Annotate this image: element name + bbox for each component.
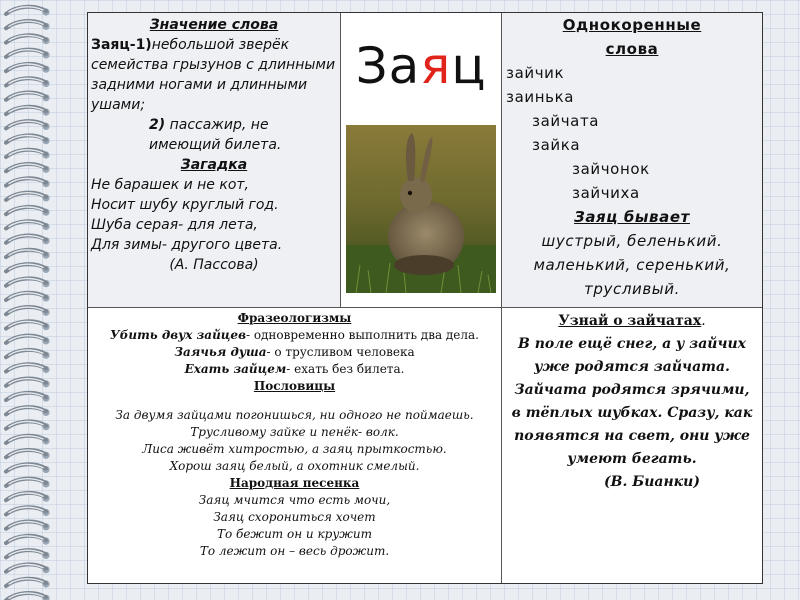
- adjective-line: трусливый.: [584, 280, 680, 298]
- riddle-line: Носит шубу круглый год.: [91, 197, 279, 213]
- hare-photo: [346, 125, 496, 293]
- proverb: Трусливому зайке и пенёк- волк.: [190, 425, 399, 439]
- related-words-heading-2: слова: [605, 40, 659, 58]
- proverb: Лиса живёт хитростью, а заяц прыткостью.: [142, 442, 447, 456]
- riddle-author: (А. Пассова): [169, 257, 259, 273]
- riddle-line: Шуба серая- для лета,: [91, 217, 258, 233]
- main-word: Заяц: [355, 37, 487, 95]
- learn-heading: Узнай о зайчатах.: [558, 313, 706, 329]
- hare-is-heading: Заяц бывает: [574, 208, 690, 226]
- related-word: заинька: [506, 88, 575, 106]
- related-word: зайчик: [506, 64, 565, 82]
- definition-1: Заяц-1)небольшой зверёк семейства грызунов с длинными задними ногами и длинными ушами;: [91, 37, 336, 113]
- learn-text: В поле ещё снег, а у зайчих уже родятся зайчата. Зайчата родятся зрячими, в тёплых шубках. Сразу, как появятся на свет, они уже умеют бегать.: [511, 336, 753, 467]
- related-words-cell: [502, 13, 762, 308]
- word-cell: [341, 13, 502, 308]
- song-line: Заяц схорониться хочет: [213, 510, 376, 524]
- word-meaning-cell: [88, 13, 341, 308]
- related-word: зайчата: [532, 112, 600, 130]
- folk-song-heading: Народная песенка: [229, 476, 360, 490]
- riddle-heading: Загадка: [180, 157, 248, 173]
- learn-about-leverets-cell: [502, 308, 762, 583]
- notebook-spiral: [0, 0, 70, 600]
- definition-2: 2) пассажир, не имеющий билета.: [149, 117, 282, 153]
- meaning-heading: Значение слова: [149, 17, 279, 33]
- stressed-letter: я: [420, 37, 452, 95]
- related-word: зайчиха: [572, 184, 640, 202]
- riddle-line: Для зимы- другого цвета.: [91, 237, 283, 253]
- song-line: То бежит он и кружит: [216, 527, 373, 541]
- phraseology-item: Заячья душа- о трусливом человека: [174, 345, 415, 359]
- worksheet-table: [87, 12, 763, 584]
- related-word: зайка: [532, 136, 581, 154]
- proverb: Хорош заяц белый, а охотник смелый.: [169, 459, 420, 473]
- adjective-line: маленький, серенький,: [533, 256, 731, 274]
- riddle-line: Не барашек и не кот,: [91, 177, 249, 193]
- song-line: То лежит он – весь дрожит.: [199, 544, 390, 558]
- phraseology-item: Убить двух зайцев- одновременно выполнить два дела.: [109, 328, 479, 342]
- phraseology-heading: Фразеологизмы: [237, 311, 352, 325]
- related-word: зайчонок: [572, 160, 650, 178]
- related-words-heading: Однокоренные: [562, 16, 702, 34]
- learn-author: (В. Бианки): [604, 474, 700, 490]
- song-line: Заяц мчится что есть мочи,: [198, 493, 391, 507]
- proverbs-heading: Пословицы: [253, 379, 336, 393]
- phraseology-item: Ехать зайцем- ехать без билета.: [184, 362, 405, 376]
- phraseology-cell: [88, 308, 502, 583]
- adjective-line: шустрый, беленький.: [541, 232, 723, 250]
- proverb: За двумя зайцами погонишься, ни одного не поймаешь.: [115, 408, 474, 422]
